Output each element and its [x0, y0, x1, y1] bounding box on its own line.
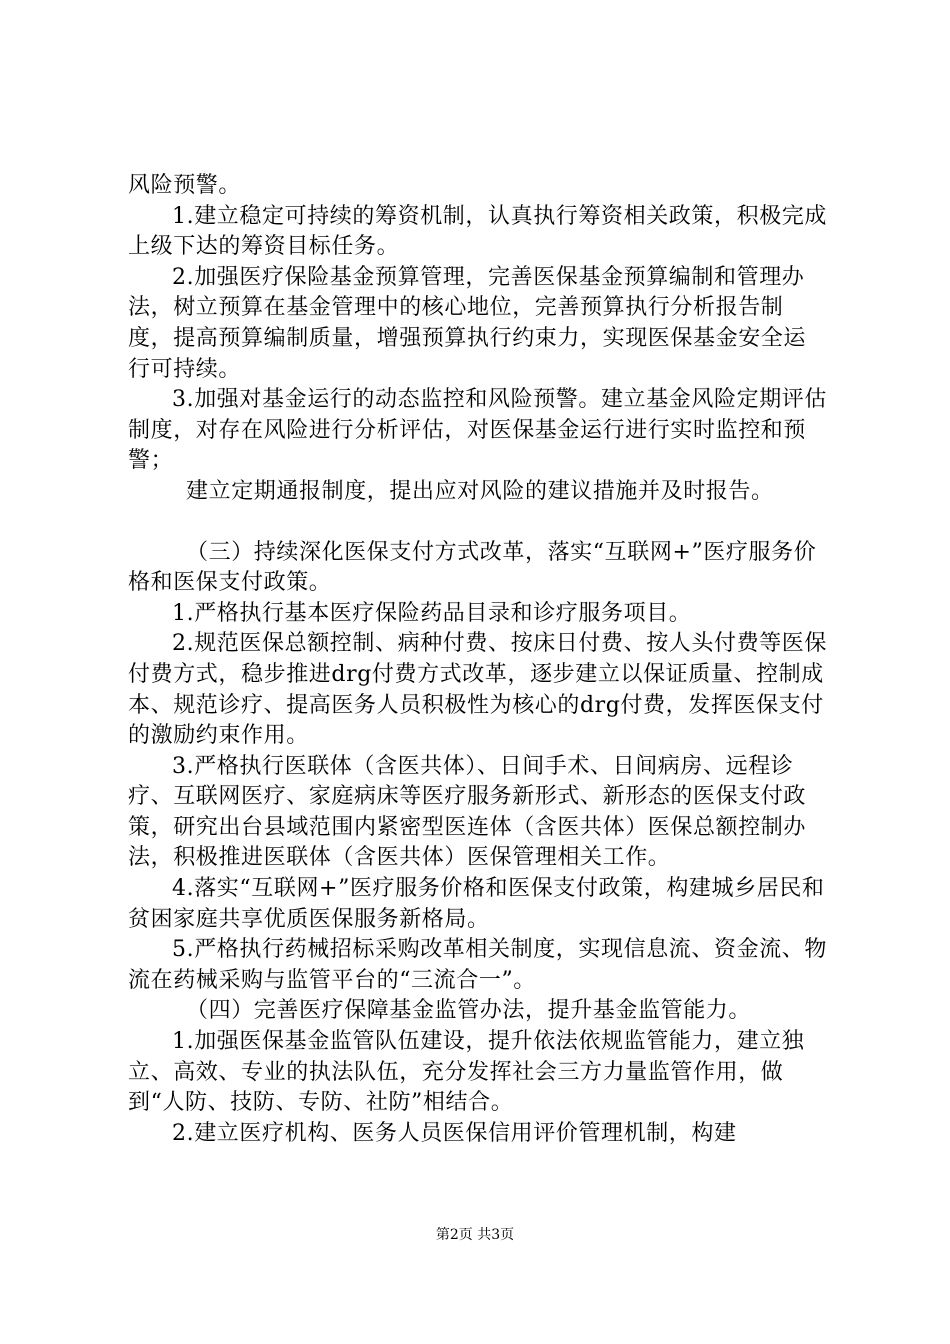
paragraph-gap [128, 508, 828, 538]
document-body [128, 171, 828, 1149]
paragraph: 1.严格执行基本医疗保险药品目录和诊疗服务项目。 [172, 600, 692, 626]
paragraph: 建立定期通报制度，提出应对风险的建议措施并及时报告。 [186, 478, 774, 504]
paragraph: 1.加强医保基金监管队伍建设，提升依法依规监管能力，建立独立、高效、专业的执法队伍，充分发挥社会三方力量监管作用，做到“人防、技防、专防、社防”相结合。 [128, 1029, 805, 1116]
section-heading: （四）完善医疗保障基金监管办法，提升基金监管能力。 [186, 998, 752, 1024]
section-heading: （三）持续深化医保支付方式改革，落实“互联网+”医疗服务价格和医保支付政策。 [128, 539, 817, 596]
paragraph: 3.严格执行医联体（含医共体）、日间手术、日间病房、远程诊疗、互联网医疗、家庭病床等医疗服务新形式、新形态的医保支付政策，研究出台县域范围内紧密型医连体（含医共体）医保总额控制办法，积极推进医联体（含医共体）医保管理相关工作。 [128, 753, 807, 871]
paragraph: 2.加强医疗保险基金预算管理，完善医保基金预算编制和管理办法，树立预算在基金管理中的核心地位，完善预算执行分析报告制度，提高预算编制质量，增强预算执行约束力，实现医保基金安全运行可持续。 [128, 264, 807, 382]
paragraph: 4.落实“互联网+”医疗服务价格和医保支付政策，构建城乡居民和贫困家庭共享优质医保服务新格局。 [128, 876, 825, 932]
paragraph: 2.规范医保总额控制、病种付费、按床日付费、按人头付费等医保付费方式，稳步推进drg付费方式改革，逐步建立以保证质量、控制成本、规范诊疗、提高医务人员积极性为核心的drg付费，发挥医保支付的激励约束作用。 [128, 631, 827, 749]
paragraph: 2.建立医疗机构、医务人员医保信用评价管理机制，构建 [172, 1120, 737, 1146]
paragraph: 风险预警。 [128, 173, 242, 198]
paragraph: 5.严格执行药械招标采购改革相关制度，实现信息流、资金流、物流在药械采购与监管平台的“三流合一”。 [128, 937, 827, 993]
paragraph: 1.建立稳定可持续的筹资机制，认真执行筹资相关政策，积极完成上级下达的筹资目标任务。 [128, 203, 827, 260]
page-footer: 第2页 共3页 [435, 1227, 515, 1243]
paragraph: 3.加强对基金运行的动态监控和风险预警。建立基金风险定期评估制度，对存在风险进行分析评估，对医保基金运行进行实时监控和预警； [128, 387, 827, 474]
